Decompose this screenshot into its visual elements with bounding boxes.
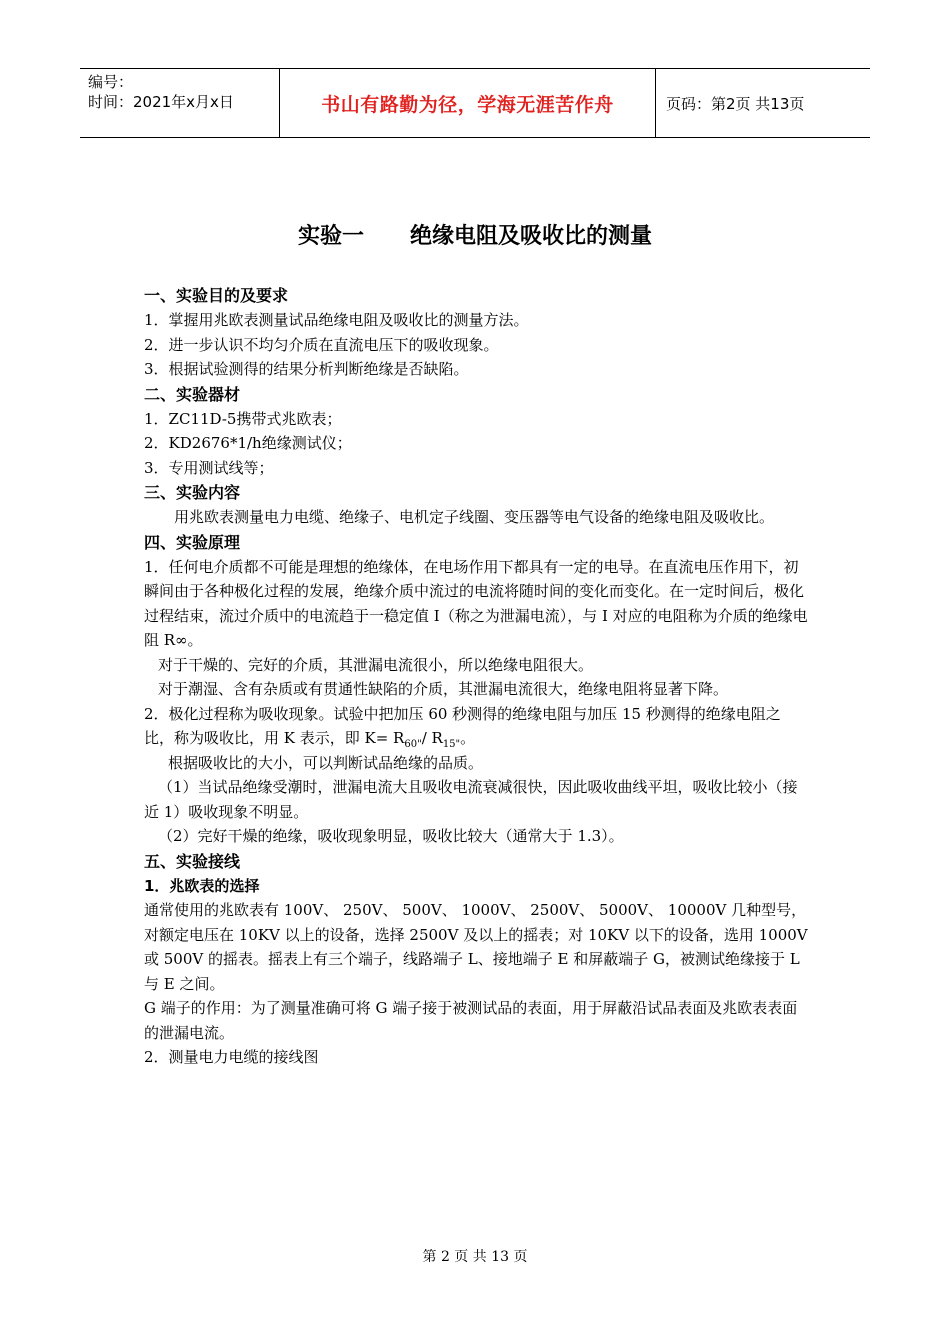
text-run: 。 (460, 729, 476, 747)
time-label: 时间：2021年x月x日 (88, 93, 234, 111)
section-heading-1: 一、实验目的及要求 (144, 286, 289, 305)
paragraph: 通常使用的兆欧表有 100V、 250V、 500V、 1000V、 2500V、 5000V、 10000V 几种型号，对额定电压在 10KV 以上的设备，选择 2500V 及以上的摇表；对 10KV 以下的设备，选用 1000V 或 500V 的摇表。摇表上有三个端子，线路端子 L、接地端子 E 和屏蔽端子 G，被测试绝缘接于 L 与 E 之间。 (144, 901, 808, 993)
page-header (80, 68, 870, 138)
header-page-label: 页码：第2页 共13页 (666, 94, 805, 113)
subsection-heading: 1．兆欧表的选择 (144, 876, 260, 895)
section-heading-5: 五、实验接线 (144, 851, 241, 871)
paragraph: G 端子的作用：为了测量准确可将 G 端子接于被测试品的表面，用于屏蔽沿试品表面及兆欧表表面的泄漏电流。 (144, 999, 798, 1042)
section-heading-2: 二、实验器材 (144, 384, 241, 404)
header-motto: 书山有路勤为径，学海无涯苦作舟 (280, 69, 656, 137)
subscript: 15" (442, 739, 461, 750)
paragraph: 根据吸收比的大小，可以判断试品绝缘的品质。 (168, 753, 484, 772)
number-label: 编号： (88, 73, 134, 91)
list-item: 1．ZC11D-5携带式兆欧表； (144, 409, 342, 428)
list-item: 2．进一步认识不均匀介质在直流电压下的吸收现象。 (144, 335, 499, 354)
text-run: / R (421, 729, 443, 747)
document-body (144, 283, 809, 1070)
paragraph: 对于干燥的、完好的介质，其泄漏电流很小，所以绝缘电阻很大。 (158, 655, 594, 674)
text-run: 2．极化过程称为吸收现象。试验中把加压 60 秒测得的绝缘电阻与加压 15 秒测得的绝缘电阻之比，称为吸收比，用 K 表示，即 K= R (144, 704, 781, 747)
header-info-cell (80, 69, 280, 137)
paragraph: （2）完好干燥的绝缘，吸收现象明显，吸收比较大（通常大于 1.3）。 (158, 827, 624, 845)
paragraph: （1）当试品绝缘受潮时，泄漏电流大且吸收电流衰减很快，因此吸收曲线平坦，吸收比较小（接近 1）吸收现象不明显。 (144, 778, 798, 821)
list-item: 3．专用测试线等； (144, 458, 274, 477)
section-heading-4: 四、实验原理 (144, 532, 241, 552)
page-footer: 第 2 页 共 13 页 (422, 1249, 528, 1265)
document-title: 实验一 绝缘电阻及吸收比的测量 (298, 224, 652, 249)
list-item: 1．掌握用兆欧表测量试品绝缘电阻及吸收比的测量方法。 (144, 311, 529, 329)
subscript: 60" (404, 739, 422, 750)
paragraph: 1．任何电介质都不可能是理想的绝缘体，在电场作用下都具有一定的电导。在直流电压作用下，初瞬间由于各种极化过程的发展，绝缘介质中流过的电流将随时间的变化而变化。在一定时间后，极化过程结束，流过介质中的电流趋于一稳定值 I（称之为泄漏电流），与 I 对应的电阻称为介质的绝缘电阻 R∞。 (144, 557, 808, 649)
paragraph: 用兆欧表测量电力电缆、绝缘子、电机定子线圈、变压器等电气设备的绝缘电阻及吸收比。 (174, 508, 775, 526)
paragraph-absorption-ratio (144, 702, 809, 751)
section-heading-3: 三、实验内容 (144, 483, 241, 502)
paragraph: 2．测量电力电缆的接线图 (144, 1048, 319, 1066)
list-item: 3．根据试验测得的结果分析判断绝缘是否缺陷。 (144, 360, 469, 378)
list-item: 2．KD2676*1/h绝缘测试仪； (144, 434, 352, 452)
paragraph: 对于潮湿、含有杂质或有贯通性缺陷的介质，其泄漏电流很大，绝缘电阻将显著下降。 (158, 680, 729, 698)
